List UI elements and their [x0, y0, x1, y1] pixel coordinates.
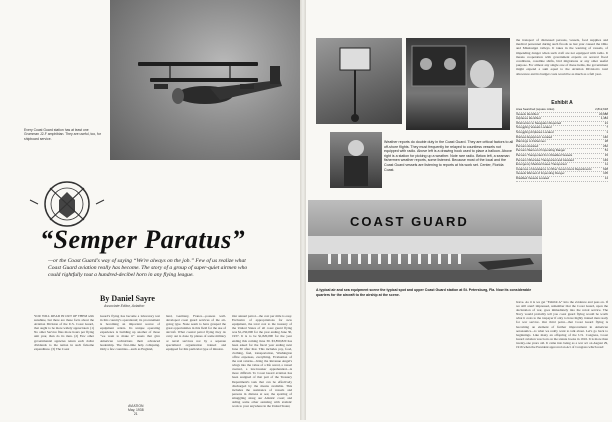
exhibit-row-value: 1,484 [600, 116, 608, 121]
hangar-caption: A typical air and sea equipment scene the typical spot and upper Coast Guard station at St. Petersburg, Fla. Now its considerable quarters for the aircraft to the airship at the scene. [316, 288, 532, 297]
byline-title: Associate Editor, Aviation [104, 304, 145, 308]
byline: By Daniel Sayre [100, 294, 155, 303]
body-column: land, Germany, France—possess well-developed coast guard services of the air-going type. None seem to have grasped the great opportunities in this field for the use of aircraft. What coastal patrol flying they do carry out is done by planes of some military or naval services not by a separate specialized organization trained and equipped for this particular type of mission. [166, 314, 226, 351]
exhibit-table [516, 100, 608, 182]
exhibit-row-value: 628 [603, 166, 608, 171]
exhibit-row-label: Persons Assisted [516, 143, 539, 148]
exhibit-row-label: Obstruction to Navigation Reported [516, 120, 562, 125]
exhibit-row-value: 51 [604, 148, 608, 153]
radio-operator-photo [406, 38, 510, 130]
exhibit-row-label: Vessels Warned of Impending Danger [516, 171, 565, 176]
body-column: Guard's flying has become a laboratory test in this country's operational; its procurement is becoming an important source of equipment orders. Its unique operating experience is building up another of those “we want to make it” assets that give American technicians their advanced leadership. The first-time help collapsing. Only a few countries—such as England, [100, 314, 160, 351]
hangar-photo [308, 200, 542, 282]
page-folio: AVIATION May, 1938 21 [128, 404, 144, 417]
photo-caption: Every Coast Guard station has at least one Grumman J2-F amphibian. They are useful, too, for shipboard service. [24, 128, 102, 141]
right-page [306, 0, 612, 420]
exhibit-title: Exhibit A [551, 100, 573, 106]
hangar-illustration [308, 200, 542, 282]
exhibit-rows [516, 108, 608, 182]
exhibit-row-value: 140 [603, 134, 608, 139]
bottom-column: brave. As it is we get “Exhibit A” into the evidence and pass on. If we still aren't impressed, remember that the Coast Guard, upon the declaration of war, goes immediately into the naval service. The Navy would probably tell you coast guard flying would be worth what it costs to the taxpayer if only to have highly trained men ready for war service. Our third point—that Coast Guard flying is becoming an element of further improvement in American aeronautics—is what we really want to talk about. Let's go back to beginnings. Like many an offspring of the U.S. Congress, Coast Guard aviation was born on the statute books in 1916. It is more than twenty-one years old. It came into being as a war act on August 29, 1916 when the President approved an Act of Congress which read: [516, 300, 608, 350]
exhibit-row-value: 15 [604, 152, 608, 157]
amphibian-plane-illustration [110, 0, 300, 160]
article-title: “Semper Paratus” [40, 225, 246, 254]
exhibit-row-value: 105 [603, 171, 608, 176]
exhibit-row-label: Instances of Assistance to Other Government Departments [516, 166, 592, 171]
exhibit-row-value: 21 [604, 120, 608, 125]
exhibit-row-value: 14 [604, 175, 608, 180]
exhibit-row-value: 11 [604, 162, 608, 167]
exhibit-row-label: Emergency Medical Cases Transported [516, 162, 567, 167]
amphibian-photo [110, 0, 300, 160]
exhibit-row-value: 1 [606, 129, 608, 134]
exhibit-row-value: 20,988 [599, 111, 608, 116]
exhibit-row-label: Warnings to Fishermen [516, 139, 546, 144]
exhibit-row-label: Smuggling Vessels Located [516, 125, 552, 130]
body-columns [34, 314, 292, 409]
body-column: Our annual patrol—the cost per mile is easy. Exclusive of appropriations for new equipment, the total cost to the treasury of the United States of all coast guard flying was $1,250,000 for the year ending June 30, 1937. It is to be $1,820,000 for the year ending this coming June 30. $3,850,820 has been asked for the fiscal year ending next June 30 after that. This includes pay, food, clothing, fuel, transportation, Washington office expenses, everything. Evaluation of the real returns—bring the Revenue Angel's wings into the value of a life saved, a vessel averted, a law-breaker apprehended—is more difficult. To Coast Guard aviation has been assigned of that part of the Treasury Department's task that can be effectively discharged by the means available. This includes the assistance of vessels and persons in distress at sea; the spotting of smuggling along our Atlantic coast; and aiding some other assisting with statistic work to your anywhere in the United States; [232, 314, 292, 409]
exhibit-row-value: 262 [603, 143, 608, 148]
seaman-photo [330, 132, 382, 188]
exhibit-row [516, 177, 608, 182]
weather-instrument-photo [316, 38, 402, 124]
hangar-sign: COAST GUARD [350, 214, 469, 229]
exhibit-row-label: Distress Equipment Located [516, 134, 553, 139]
weather-caption: Weather reports do double duty in the Coast Guard. They are critical factors to all off-shore flights. They must frequently be relayed to countless vessels not equipped with radio. Above left is a drawing hook used to place a balloon. Above right is a station for picking up a weather. Note rare radio. Below left, a seaman fishermen weather reports, some listened. Because most of the local and the Coast Guard vessels are listening to reports at his work set. Center, Florida Coast. [384, 140, 514, 172]
article-deck: —or the Coast Guard's way of saying “We're always on the job.” Few of us realize what Coast Guard aviation really has become. The story of a group of super-quiet airmen who could rightfully tout a hundred-decibel horn in any flying league. [48, 258, 248, 278]
exhibit-row-label: Persons Otherwise Transported and Assisted [516, 157, 574, 162]
exhibit-row-label: Vessels Identified [516, 111, 539, 116]
exhibit-row-label: Airplanes Identified [516, 116, 541, 121]
exhibit-row-value: 7 [606, 125, 608, 130]
exhibit-row-value: 2,812,618 [595, 107, 608, 111]
weather-instrument-illustration [316, 38, 402, 124]
seaman-illustration [330, 132, 382, 188]
left-page [0, 0, 300, 420]
body-column: YOU WILL READ IN OUT OF THEM with sunshine, but there are these facts about the Aviation Division of the U.S. Coast Guard, that ought to be more widely appreciated. (1) No other Service flies more hours per flying unit year, than do its men. (2) Few other governmental agencies return each dollar dividends to the nation in such fulsome expenditure. (3) The Coast [34, 314, 94, 351]
exhibit-row-label: Persons Transported from Disabled Vessels [516, 152, 573, 157]
exhibit-row-label: Disabled Vessels Located [516, 175, 550, 180]
exhibit-row-value: 28 [604, 139, 608, 144]
radio-operator-illustration [406, 38, 510, 130]
exhibit-row-value: 149 [603, 157, 608, 162]
exhibit-row-label: Persons Warned of Impending Danger [516, 148, 566, 153]
exhibit-row-label: Smuggling Airplanes Located [516, 129, 554, 134]
top-column: the transport of distressed persons, vessels, food supplies and medical personnel during such floods as last year caused the Ohio and Mississippi valleys. It takes in the warning of vessels, of impending danger when such craft are not equipped with radio. It means cooperation with government experts on several flood conditions, coastline shifts, bird migrations or any other useful purpose. For almost any single one of these items, the government might expend a sum equal to the Aviation Division's total allowance and its budget costs would be as much as a full year. [516, 38, 608, 76]
exhibit-row-label: Area Searched (square miles) [516, 107, 555, 111]
